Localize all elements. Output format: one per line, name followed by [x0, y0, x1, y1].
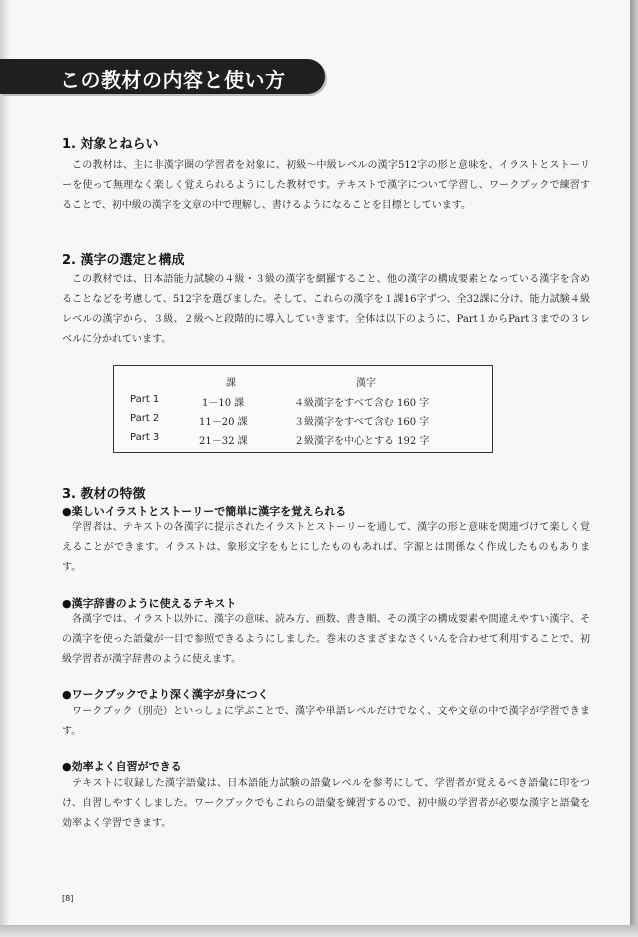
page-edge-right — [630, 0, 638, 937]
feature-title-3: ●ワークブックでより深く漢字が身につく — [62, 688, 269, 701]
table-header-lesson: 課 — [226, 378, 236, 389]
section-paragraph-1: この教材は、主に非漢字圏の学習者を対象に、初級～中級レベルの漢字512字の形と意味を、イラストとストーリーを使って無理なく楽しく覚えられるようにした教材です。テキストで漢字について学習し、ワークブックで練習することで、初中級の漢字を文章の中で理解し、書けるようになることを目標としています。 — [62, 160, 590, 211]
feature-title-4: ●効率よく自習ができる — [62, 760, 182, 773]
title-banner — [0, 59, 325, 94]
table-row-2-lesson: 11－20 課 — [199, 417, 248, 428]
table-row-1-part: Part 1 — [130, 394, 160, 405]
table-row-1-kanji: ４級漢字をすべて含む 160 字 — [294, 398, 430, 409]
feature-paragraph-1: 学習者は、テキストの各漢字に提示されたイラストとストーリーを通して、漢字の形と意味を関連づけて楽しく覚えることができます。イラストは、象形文字をもとにしたものもあれば、字源とは関係なく作成したものもあります。 — [62, 522, 590, 573]
feature-paragraph-3: ワークブック（別売）といっしょに学ぶことで、漢字や単語レベルだけでなく、文や文章の中で漢字が学習できます。 — [62, 706, 590, 737]
table-row-2-part: Part 2 — [130, 413, 160, 424]
table-header-kanji: 漢字 — [356, 378, 376, 389]
feature-paragraph-4: テキストに収録した漢字語彙は、日本語能力試験の語彙レベルを参考にして、学習者が覚えるべき語彙に印をつけ、自習しやすくしました。ワークブックでもこれらの語彙を練習するので、初中級の学習者が必要な漢字と語彙を効率よく学習できます。 — [62, 778, 590, 829]
feature-paragraph-2: 各漢字では、イラスト以外に、漢字の意味、読み方、画数、書き順、その漢字の構成要素や間違えやすい漢字、その漢字を使った語彙が一目で参照できるようにしました。巻末のさまざまなさくいんを合わせて利用することで、初級学習者が漢字辞書のように使えます。 — [62, 614, 590, 665]
table-row-3-part: Part 3 — [130, 432, 160, 443]
section-heading-2: 2. 漢字の選定と構成 — [62, 253, 185, 268]
feature-title-2: ●漢字辞書のように使えるテキスト — [62, 597, 237, 610]
page-number: [8] — [62, 894, 74, 903]
page-shadow-left — [0, 0, 10, 925]
page-title: この教材の内容と使い方 — [60, 68, 286, 92]
section-paragraph-2: この教材では、日本語能力試験の４級・３級の漢字を網羅すること、他の漢字の構成要素となっている漢字を含めることなどを考慮して、512字を選びました。そして、これらの漢字を１課16字ずつ、全32課に分け、能力試験４級レベルの漢字から、３級、２級へと段階的に導入していきます。全体は以下のように、Part１からPart３までの３レベルに分かれています。 — [62, 274, 590, 345]
level-table — [113, 365, 493, 453]
table-row-2-kanji: ３級漢字をすべて含む 160 字 — [294, 417, 430, 428]
section-heading-1: 1. 対象とねらい — [62, 137, 159, 152]
table-row-3-lesson: 21－32 課 — [199, 436, 248, 447]
section-heading-3: 3. 教材の特徴 — [62, 487, 146, 502]
feature-title-1: ●楽しいイラストとストーリーで簡単に漢字を覚えられる — [62, 505, 347, 518]
table-row-3-kanji: ２級漢字を中心とする 192 字 — [294, 436, 430, 447]
page-edge-bottom — [0, 925, 638, 937]
table-row-1-lesson: 1－10 課 — [202, 398, 245, 409]
